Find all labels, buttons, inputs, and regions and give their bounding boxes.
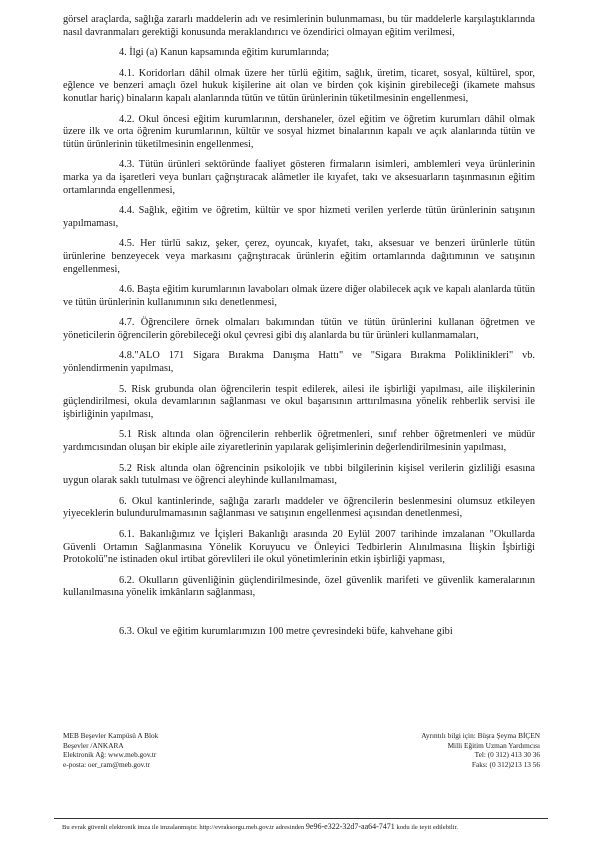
paragraph-4: 4. İlgi (a) Kanun kapsamında eğitim kurumlarında; — [119, 47, 330, 59]
fax-line: Faks: (0 312)213 13 56 — [471, 759, 540, 769]
address-block — [63, 731, 158, 769]
phone-line: Tel: (0 312) 413 30 36 — [474, 750, 540, 760]
website-line: Elektronik Ağ: www.meb.gov.tr — [63, 750, 157, 760]
paragraph-4-3: 4.3. Tütün ürünleri sektöründe faaliyet gösteren firmaların isimleri, amblemleri veya ürünlerinin marka ya da işaretleri veya bunları çağrıştıracak alâmetler ile kıyafet, takı ve aksesuarların taşınmasının eğitim ortamlarında engellenmesi, — [63, 159, 535, 196]
paragraph-5-1: 5.1 Risk altında olan öğrencilerin rehberlik öğretmenleri, sınıf rehber öğretmenleri ve müdür yardımcısından oluşan bir ekiple aile ziyaretlerinin yapılarak gelişimlerinin değerlendirilmesinin yapılması, — [63, 429, 535, 454]
email-line: e-posta: oer_ram@meb.gov.tr — [63, 759, 151, 769]
document-body — [63, 14, 535, 647]
paragraph-4-5: 4.5. Her türlü sakız, şeker, çerez, oyuncak, kıyafet, takı, aksesuar ve benzeri ürünlerle tütün ürünlerine benzeyecek veya markasını çağrıştıracak ürünlerin eğitim ortamlarında dağıtımının ve satışının engellenmesi, — [63, 238, 535, 275]
paragraph-4-1: 4.1. Koridorları dâhil olmak üzere her türlü eğitim, sağlık, üretim, ticaret, sosyal, kültürel, spor, eğlence ve benzeri amaçlı özel hukuk kişilerine ait olan ve birden çok kişinin girebileceği (ikamete mahsus konutlar hariç) binaların kapalı alanlarında tütün ve tütün ürünlerinin tüketilmesinin engellenmesi, — [63, 67, 535, 104]
address-line: Beşevler /ANKARA — [63, 740, 124, 750]
paragraph-6-2: 6.2. Okulların güvenliğinin güçlendirilmesinde, özel güvenlik marifeti ve güvenlik kameralarının kullanılmasına yönelik imkânların sağlanması, — [63, 574, 535, 599]
footer-divider — [54, 818, 548, 819]
verification-code: 9e96-e322-32d7-aa64-7471 — [305, 822, 395, 831]
paragraph-4-8: 4.8."ALO 171 Sigara Bırakma Danışma Hattı" ve "Sigara Bırakma Poliklinikleri" vb. yönlendirmenin yapılması, — [63, 350, 535, 375]
paragraph-6-3: 6.3. Okul ve eğitim kurumlarımızın 100 metre çevresindeki büfe, kahvehane gibi — [119, 625, 453, 637]
paragraph-5-2: 5.2 Risk altında olan öğrencinin psikolojik ve tıbbi bilgilerinin kişisel verilerin gizliliği esasına uygun olarak saklı tutulması ve öğrenci aleyhinde kullanılmaması, — [63, 462, 535, 487]
paragraph-4-6: 4.6. Başta eğitim kurumlarının lavaboları olmak üzere diğer olabilecek açık ve kapalı alanlarda tütün ve tütün ürünlerinin kullanımının sıkı denetlenmesi, — [63, 284, 535, 308]
contact-title: Milli Eğitim Uzman Yardımcısı — [447, 740, 540, 750]
footer-suffix: kodu ile teyit edilebilir. — [396, 824, 458, 831]
paragraph-5: 5. Risk grubunda olan öğrencilerin tespit edilerek, ailesi ile işbirliği yapılması, aile ilişkilerinin güçlendirilmesi, okula devamlarının sağlanması ve okul başarısının arttırılmasına yönelik rehberlik servisi ile işbirliğinin yapılması, — [63, 383, 535, 420]
e-signature-note — [62, 822, 542, 831]
contact-person: Ayrıntılı bilgi için: Büşra Şeyma BİÇEN — [421, 731, 540, 740]
spacer — [63, 608, 535, 626]
paragraph-4-4: 4.4. Sağlık, eğitim ve öğretim, kültür ve spor hizmeti verilen yerlerde tütün ürünlerinin satışının yapılmaması, — [63, 205, 535, 229]
paragraph-4-2: 4.2. Okul öncesi eğitim kurumlarının, dershaneler, özel eğitim ve öğretim kurumları dâhil olmak üzere ilk ve orta öğrenim kurumlarının, kültür ve sosyal hizmet binalarının kapalı ve açık alanlarında tütün ve tütün ürünlerinin tüketilmesinin engellenmesi, — [63, 113, 535, 150]
contact-person-block — [351, 731, 540, 769]
footer-prefix: Bu evrak güvenli elektronik imza ile imzalanmıştır. http://evraksorgu.meb.gov.tr adresinden — [62, 824, 305, 831]
paragraph-6: 6. Okul kantinlerinde, sağlığa zararlı maddeler ve öğrencilerin beslenmesini olumsuz etkileyen yiyeceklerin bulundurulmamasının sağlanması ve satışının engellenmesi açısından denetlenmesi, — [63, 495, 535, 520]
paragraph-4-7: 4.7. Öğrencilere örnek olmaları bakımından tütün ve tütün ürünlerini kullanan öğretmen ve yöneticilerin öğrencilerin görebileceği okul çevresi gibi dış alanlarda bu tür ürünleri kullanmamaları, — [63, 317, 535, 341]
paragraph-6-1: 6.1. Bakanlığımız ve İçişleri Bakanlığı arasında 20 Eylül 2007 tarihinde imzalanan "Okullarda Güvenli Ortamın Sağlanmasına Yönelik Koruyucu ve Önleyici Tedbirlerin Alınılmasına İlişkin İşbirliği Protokolü"ne istinaden okul irtibat görevlileri ile okul yönetimlerinin etkin işbirliği yapması, — [63, 529, 535, 566]
address-line: MEB Beşevler Kampüsü A Blok — [63, 731, 159, 740]
paragraph-intro: görsel araçlarda, sağlığa zararlı maddelerin adı ve resimlerinin bulunmaması, bu tür maddelerle karşılaştıklarında nasıl davranmaları gerektiği konusunda meraklandırıcı ve özendirici olmayan eğitim verilmesi, — [63, 14, 535, 38]
